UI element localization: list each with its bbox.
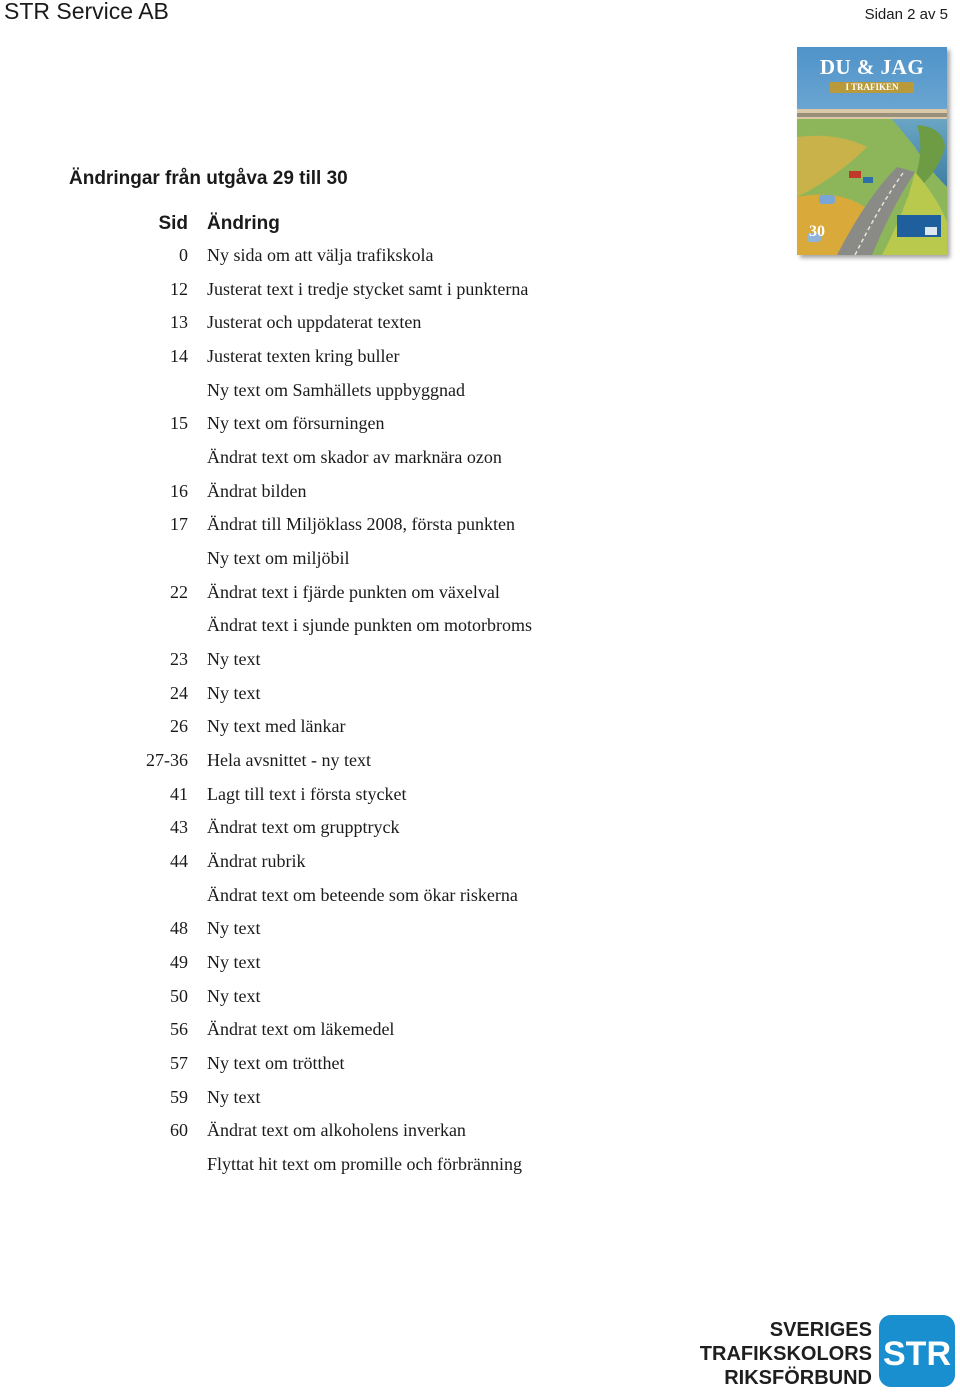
row-page-number: 12 [170,278,188,299]
table-row [0,380,700,410]
page-number: Sidan 2 av 5 [864,6,948,23]
table-row [0,918,700,948]
row-change-text: Ny text [207,649,261,670]
row-change-text: Ny text om Samhällets uppbyggnad [207,379,465,400]
row-change-text: Ändrat till Miljöklass 2008, första punkten [207,514,515,535]
table-row [0,548,700,578]
cover-subtitle: I TRAFIKEN [830,82,914,93]
row-change-text: Ny sida om att välja trafikskola [207,245,434,265]
row-page-number: 27-36 [146,750,188,771]
row-page-number: 0 [179,245,188,265]
logo-line-3: RIKSFÖRBUND [724,1367,872,1389]
row-change-text: Justerat text i tredje stycket samt i punkterna [207,278,529,299]
row-change-text: Justerat och uppdaterat texten [207,312,422,333]
row-change-text: Ändrat text om beteende som ökar riskerna [207,884,518,905]
column-header-andring: Ändring [207,213,280,234]
table-row [0,1053,700,1083]
row-page-number: 13 [170,312,188,333]
table-row [0,1120,700,1150]
table-row [0,683,700,713]
row-change-text: Ny text [207,682,261,703]
table-row [0,514,700,544]
row-page-number: 41 [170,783,188,804]
row-change-text: Ny text [207,918,261,939]
table-row [0,750,700,780]
row-change-text: Flyttat hit text om promille och förbränning [207,1154,522,1175]
table-row [0,952,700,982]
table-row [0,312,700,342]
table-row [0,582,700,612]
table-row [0,279,700,309]
cover-title: DU & JAG [819,55,925,79]
row-page-number: 16 [170,480,188,501]
row-change-text: Ändrat text om alkoholens inverkan [207,1120,466,1141]
row-page-number: 23 [170,649,188,670]
row-change-text: Ny text om försurningen [207,413,385,434]
table-row [0,716,700,746]
table-row [0,885,700,915]
logo-line-2: TRAFIKSKOLORS [699,1343,872,1365]
row-page-number: 48 [170,918,188,939]
row-page-number: 44 [170,851,188,872]
book-cover-image [797,47,947,255]
row-change-text: Ändrat bilden [207,480,307,501]
row-change-text: Ändrat text i sjunde punkten om motorbroms [207,615,532,636]
table-row [0,1087,700,1117]
row-change-text: Ny text [207,985,261,1006]
logo-mark-text: STR [883,1335,951,1373]
table-row [0,447,700,477]
row-page-number: 43 [170,817,188,838]
row-change-text: Ändrat text om skador av marknära ozon [207,447,502,468]
row-change-text: Ändrat text i fjärde punkten om växelval [207,581,500,602]
row-change-text: Ändrat text om grupptryck [207,817,400,838]
table-row [0,851,700,881]
table-row [0,817,700,847]
row-page-number: 14 [170,346,188,366]
row-change-text: Ny text [207,1086,261,1107]
row-change-text: Ny text med länkar [207,716,346,737]
row-page-number: 60 [170,1120,188,1141]
table-row [0,784,700,814]
row-page-number: 50 [170,985,188,1006]
row-change-text: Ny text [207,952,261,973]
row-page-number: 49 [170,952,188,973]
table-row [0,1154,700,1184]
logo-wordmark [640,1318,872,1390]
table-row [0,1019,700,1049]
column-header-sid: Sid [158,213,188,234]
row-page-number: 17 [170,514,188,535]
row-page-number: 24 [170,682,188,703]
row-page-number: 15 [170,413,188,434]
row-change-text: Ny text om trötthet [207,1053,345,1074]
str-logo-icon [879,1315,955,1387]
table-row [0,649,700,679]
table-row [0,615,700,645]
document-title: Ändringar från utgåva 29 till 30 [69,168,348,189]
row-change-text: Hela avsnittet - ny text [207,750,371,771]
table-row [0,245,700,275]
row-change-text: Ändrat rubrik [207,851,306,872]
row-page-number: 57 [170,1053,188,1074]
cover-edition-number: 30 [809,223,825,240]
table-row [0,413,700,443]
row-page-number: 59 [170,1086,188,1107]
logo-line-1: SVERIGES [769,1319,872,1341]
row-change-text: Ny text om miljöbil [207,548,350,569]
row-change-text: Justerat texten kring buller [207,346,400,366]
company-name: STR Service AB [4,0,169,24]
table-row [0,481,700,511]
row-page-number: 22 [170,581,188,602]
row-change-text: Ändrat text om läkemedel [207,1019,395,1040]
row-page-number: 56 [170,1019,188,1040]
table-row [0,346,700,376]
row-page-number: 26 [170,716,188,737]
row-change-text: Lagt till text i första stycket [207,783,407,804]
table-row [0,986,700,1016]
